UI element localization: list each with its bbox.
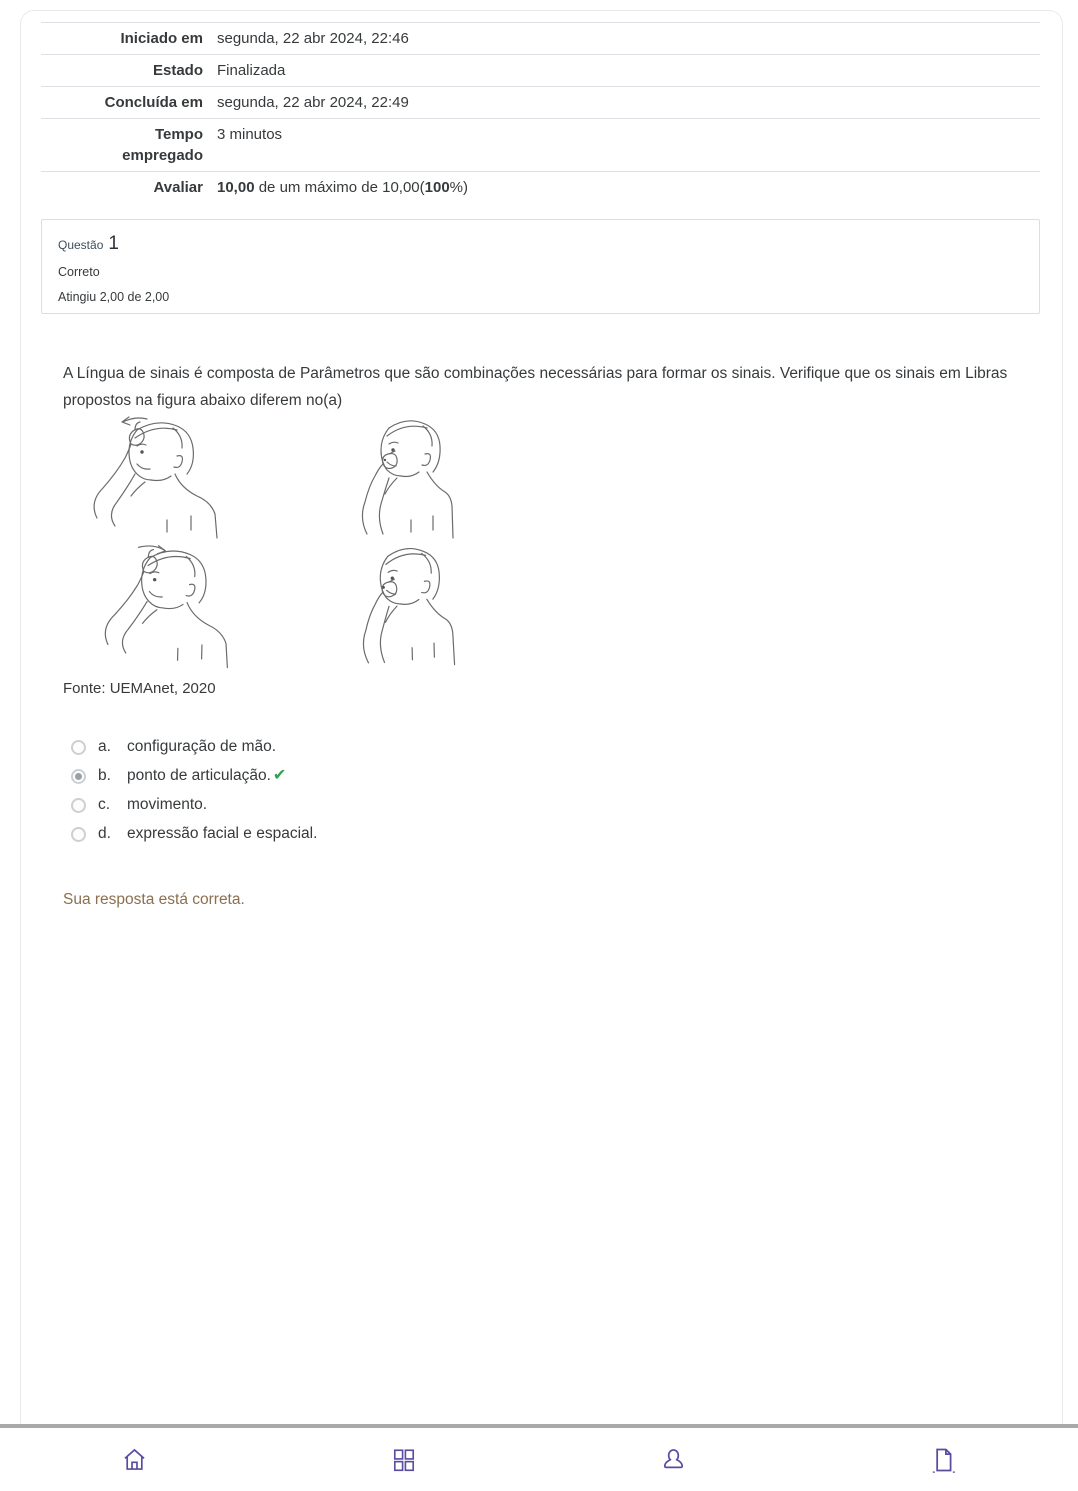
- attempt-summary-table: [41, 22, 1040, 203]
- summary-value: Finalizada: [217, 62, 286, 79]
- answer-options: [63, 737, 1022, 844]
- grid-icon: [391, 1447, 417, 1473]
- radio-button[interactable]: [71, 798, 86, 813]
- option-letter: d.: [98, 825, 111, 842]
- option-text: expressão facial e espacial.: [127, 825, 318, 842]
- summary-row-state: [41, 54, 1040, 86]
- sign-figure-forehead-1: [85, 414, 345, 542]
- summary-label: Tempo empregado: [122, 126, 203, 164]
- radio-button[interactable]: [71, 769, 86, 784]
- question-number: 1: [108, 233, 119, 254]
- summary-value: 3 minutos: [217, 126, 283, 143]
- question-points: Atingiu 2,00 de 2,00: [58, 290, 170, 304]
- option-text: configuração de mão.: [127, 738, 277, 755]
- summary-label: Avaliar: [153, 179, 203, 196]
- document-icon: [929, 1446, 957, 1474]
- option-d[interactable]: [63, 824, 1022, 844]
- radio-button[interactable]: [71, 827, 86, 842]
- question-info-box: [41, 219, 1040, 314]
- summary-label: Iniciado em: [120, 30, 203, 47]
- radio-button[interactable]: [71, 740, 86, 755]
- summary-value: segunda, 22 abr 2024, 22:46: [217, 30, 409, 47]
- apps-button[interactable]: [270, 1428, 540, 1491]
- option-letter: b.: [98, 767, 111, 784]
- option-a[interactable]: [63, 737, 1022, 757]
- option-text: movimento.: [127, 796, 208, 813]
- summary-label: Estado: [152, 62, 203, 79]
- bottom-navigation: [0, 1428, 1078, 1491]
- question-number-line: [58, 233, 1023, 255]
- question-status: Correto: [58, 265, 100, 279]
- question-label: Questão: [58, 238, 104, 252]
- sign-figure-chin-2: [345, 542, 605, 670]
- option-c[interactable]: [63, 795, 1022, 815]
- profile-button[interactable]: [539, 1428, 809, 1491]
- figure-source-caption: Fonte: UEMAnet, 2020: [63, 680, 216, 697]
- home-icon: [121, 1446, 148, 1473]
- option-letter: a.: [98, 738, 111, 755]
- answer-feedback: Sua resposta está correta.: [63, 891, 245, 908]
- home-button[interactable]: [0, 1428, 270, 1491]
- summary-value: segunda, 22 abr 2024, 22:49: [217, 94, 409, 111]
- document-button[interactable]: [809, 1428, 1078, 1491]
- question-content: [63, 360, 1022, 909]
- option-text: ponto de articulação.: [127, 767, 271, 784]
- summary-row-started: [41, 22, 1040, 54]
- correct-check-icon: ✔: [272, 767, 287, 784]
- sign-figure-chin-1: [345, 414, 605, 542]
- option-letter: c.: [98, 796, 111, 813]
- sign-figure-forehead-2: [85, 542, 345, 670]
- summary-grade-value: 10,00 de um máximo de 10,00(100%): [217, 179, 469, 196]
- quiz-review-card: [20, 10, 1063, 1426]
- summary-label: Concluída em: [104, 94, 203, 111]
- summary-row-completed: [41, 86, 1040, 118]
- question-text: A Língua de sinais é composta de Parâmetros que são combinações necessárias para formar os sinais. Verifique que os sinais em Libras propostos na figura abaixo diferem no(a): [63, 365, 1008, 409]
- option-b[interactable]: [63, 766, 1022, 786]
- user-icon: [660, 1446, 687, 1473]
- summary-row-grade: [41, 171, 1040, 203]
- question-figure: [85, 414, 615, 670]
- summary-row-time-taken: [41, 118, 1040, 171]
